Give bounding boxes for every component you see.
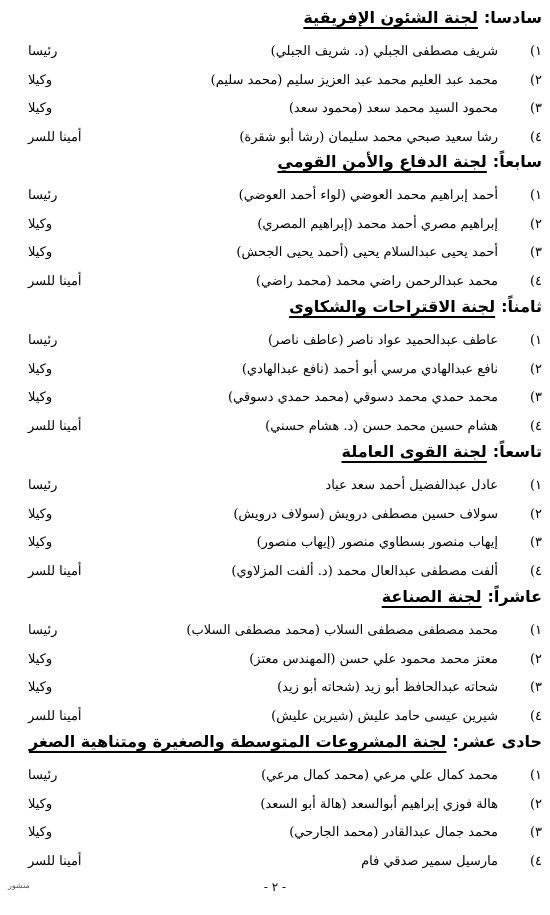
member-row [0, 560, 550, 584]
member-number: ١) [529, 768, 542, 783]
committee-ordinal: تاسعاً [499, 442, 542, 461]
member-row [0, 764, 550, 788]
member-name: نافع عبدالهادي مرسي أبو أحمد (نافع عبدالهادي) [241, 361, 498, 377]
member-role: وكيلا [28, 361, 53, 377]
member-role: وكيلا [28, 535, 53, 550]
member-name: شحاته عبدالحافظ أبو زيد (شحاته أبو زيد) [277, 680, 498, 695]
member-number: ٤) [529, 273, 542, 289]
member-number: ١) [529, 478, 542, 493]
member-number: ٢) [529, 651, 542, 667]
heading-separator: : [487, 587, 494, 606]
committee-name: لجنة المشروعات المتوسطة والصغيرة ومتناهية الصغر [28, 732, 447, 751]
member-role: وكيلا [28, 506, 53, 522]
member-role: أمينا للسر [28, 853, 82, 869]
member-number: ٢) [529, 796, 542, 812]
member-row [0, 648, 550, 672]
member-role: رئيسا [28, 623, 58, 638]
member-role: رئيسا [28, 333, 58, 348]
member-name: مارسيل سمير صدقي فام [361, 853, 498, 869]
member-number: ٤) [529, 853, 542, 869]
member-number: ٢) [529, 506, 542, 522]
committee-ordinal: سادسا [490, 8, 542, 27]
member-row [0, 40, 550, 64]
committee-heading [8, 440, 542, 464]
committee-ordinal: ثامناً [507, 297, 542, 316]
member-name: محمد مصطفى مصطفى السلاب (محمد مصطفى السلاب) [186, 623, 498, 638]
member-name: عاطف عبدالحميد عواد ناصر (عاطف ناصر) [267, 333, 498, 348]
member-role: وكيلا [28, 245, 53, 260]
member-name: معتز محمد محمود علي حسن (المهندس معتز) [249, 651, 498, 667]
committee-heading [8, 150, 542, 174]
member-name: شريف مصطفى الجبلي (د. شريف الجبلي) [270, 44, 498, 59]
member-role: رئيسا [28, 768, 58, 783]
member-row [0, 329, 550, 353]
member-row [0, 241, 550, 265]
committee-ordinal: سابعاً [499, 152, 542, 171]
heading-separator: : [492, 152, 500, 171]
member-name: هشام حسين محمد حسن (د. هشام حسني) [265, 418, 498, 434]
member-row [0, 821, 550, 845]
member-name: هالة فوزي إبراهيم أبوالسعد (هالة أبو السعد) [260, 796, 498, 812]
member-row [0, 850, 550, 874]
heading-separator: : [501, 297, 508, 316]
member-role: وكيلا [28, 101, 53, 116]
member-number: ٣) [529, 825, 542, 840]
committee-heading [8, 730, 542, 754]
member-number: ٣) [529, 101, 542, 116]
member-row [0, 97, 550, 121]
member-name: محمد عبدالرحمن راضي محمد (محمد راضي) [255, 273, 498, 289]
member-role: وكيلا [28, 651, 53, 667]
committee-name: لجنة الصناعة [381, 587, 482, 606]
member-number: ١) [529, 188, 542, 203]
member-row [0, 793, 550, 817]
member-number: ٢) [529, 361, 542, 377]
committee-heading [8, 295, 542, 319]
member-number: ٣) [529, 245, 542, 260]
member-role: أمينا للسر [28, 273, 82, 289]
member-role: رئيسا [28, 44, 58, 59]
member-number: ٣) [529, 535, 542, 550]
footer-mark: منشور [8, 881, 30, 890]
heading-separator: : [483, 8, 491, 27]
member-row [0, 415, 550, 439]
member-row [0, 503, 550, 527]
member-name: محمد جمال عبدالقادر (محمد الجارحي) [289, 825, 498, 840]
heading-separator: : [492, 442, 500, 461]
member-name: محمد حمدي محمد دسوقي (محمد حمدي دسوقي) [227, 390, 498, 405]
member-role: رئيسا [28, 478, 58, 493]
committee-name: لجنة الشئون الإفريقية [303, 8, 478, 27]
committee-name: لجنة القوى العاملة [341, 442, 487, 461]
member-name: رشا سعيد صبحي محمد سليمان (رشا أبو شقرة) [239, 129, 498, 145]
committee-heading [8, 585, 542, 609]
member-name: سولاف حسين مصطفى درويش (سولاف درويش) [233, 506, 498, 522]
member-row [0, 184, 550, 208]
committee-name: لجنة الدفاع والأمن القومي [277, 152, 487, 171]
page-number: - ٢ - [263, 880, 287, 894]
member-name: إيهاب منصور بسطاوي منصور (إيهاب منصور) [256, 535, 498, 550]
member-row [0, 270, 550, 294]
member-number: ٣) [529, 680, 542, 695]
member-name: عادل عبدالفضيل أحمد سعد عياد [325, 478, 498, 493]
member-number: ٤) [529, 129, 542, 145]
member-row [0, 126, 550, 150]
member-name: شيرين عيسى حامد عليش (شيرين عليش) [271, 708, 498, 724]
member-name: محمد عبد العليم محمد عبد العزيز سليم (محمد سليم) [210, 72, 498, 88]
heading-separator: : [452, 732, 459, 751]
member-row [0, 619, 550, 643]
member-number: ٢) [529, 72, 542, 88]
member-number: ٢) [529, 216, 542, 232]
member-role: وكيلا [28, 72, 53, 88]
member-role: وكيلا [28, 825, 53, 840]
member-row [0, 386, 550, 410]
member-role: أمينا للسر [28, 418, 82, 434]
member-row [0, 705, 550, 729]
member-number: ١) [529, 44, 542, 59]
committee-name: لجنة الاقتراحات والشكاوى [289, 297, 496, 316]
member-row [0, 474, 550, 498]
member-number: ١) [529, 623, 542, 638]
member-role: وكيلا [28, 796, 53, 812]
member-name: أحمد يحيى عبدالسلام يحيى (أحمد يحيى الجحش) [236, 245, 498, 260]
member-role: أمينا للسر [28, 708, 82, 724]
member-name: محمد كمال علي مرعي (محمد كمال مرعي) [261, 768, 498, 783]
committee-ordinal: عاشراً [493, 587, 542, 606]
member-role: وكيلا [28, 680, 53, 695]
member-role: أمينا للسر [28, 129, 82, 145]
member-number: ٤) [529, 708, 542, 724]
member-name: محمود السيد محمد سعد (محمود سعد) [288, 101, 498, 116]
member-row [0, 676, 550, 700]
member-row [0, 213, 550, 237]
member-name: ألفت مصطفى عبدالعال محمد (د. ألفت المزلاوي) [231, 563, 498, 579]
member-number: ٤) [529, 563, 542, 579]
member-number: ٤) [529, 418, 542, 434]
member-role: رئيسا [28, 188, 58, 203]
member-role: وكيلا [28, 216, 53, 232]
committee-heading [8, 6, 542, 30]
member-row [0, 358, 550, 382]
member-row [0, 531, 550, 555]
member-number: ٣) [529, 390, 542, 405]
committee-ordinal: حادى عشر [458, 732, 542, 751]
member-row [0, 69, 550, 93]
member-role: وكيلا [28, 390, 53, 405]
member-number: ١) [529, 333, 542, 348]
member-name: أحمد إبراهيم محمد العوضي (لواء أحمد العوضي) [238, 188, 498, 203]
member-role: أمينا للسر [28, 563, 82, 579]
member-name: إبراهيم مصري أحمد محمد (إبراهيم المصري) [257, 216, 498, 232]
